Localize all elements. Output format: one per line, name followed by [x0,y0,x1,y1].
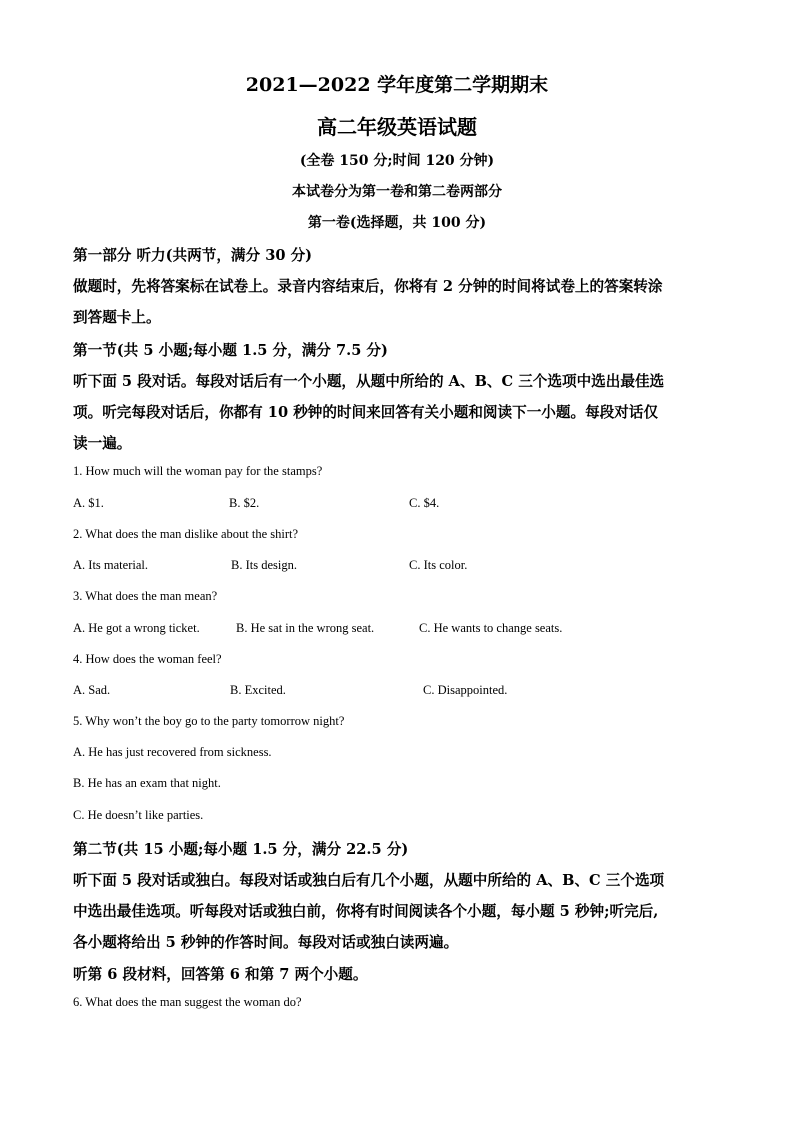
option-b: B. $2. [229,496,260,510]
option-a: A. Sad. [73,683,111,697]
question-text: 6. What does the man suggest the woman do? [73,995,302,1009]
section1-instruction-line: 项。听完每段对话后，你都有 10 秒钟的时间来回答有关小题和阅读下一小题。每段对话仅 [73,404,659,421]
question-text: 2. What does the man dislike about the shirt? [73,527,299,541]
question-text: 4. How does the woman feel? [73,652,222,666]
option-a: A. He got a wrong ticket. [73,621,200,635]
material-heading: 听第 6 段材料，回答第 6 和第 7 两个小题。 [73,966,368,983]
question-text: 5. Why won’t the boy go to the party tomorrow night? [73,714,345,728]
question-text: 1. How much will the woman pay for the stamps? [73,464,323,478]
option-a: A. He has just recovered from sickness. [73,745,272,759]
section1-instruction-line: 听下面 5 段对话。每段对话后有一个小题，从题中所给的 A、B、C 三个选项中选出最佳选 [73,373,665,390]
part1-instruction-line: 做题时，先将答案标在试卷上。录音内容结束后，你将有 2 分钟的时间将试卷上的答案转涂 [73,278,663,295]
option-c: C. Its color. [409,558,468,572]
option-c: C. He doesn’t like parties. [73,808,204,822]
option-b: B. Its design. [231,558,297,572]
option-c: C. Disappointed. [423,683,508,697]
exam-title: 2021—2022 学年度第二学期期末 [245,74,549,96]
option-c: C. He wants to change seats. [419,621,563,635]
volume-heading: 第一卷(选择题，共 100 分) [307,215,487,231]
exam-subtitle: 高二年级英语试题 [317,115,477,139]
section2-instruction-line: 中选出最佳选项。听每段对话或独白前，你将有时间阅读各个小题，每小题 5 秒钟;听完后, [73,903,659,920]
section1-heading: 第一节(共 5 小题;每小题 1.5 分，满分 7.5 分) [73,342,388,359]
option-c: C. $4. [409,496,440,510]
option-a: A. Its material. [73,558,148,572]
option-b: B. He sat in the wrong seat. [236,621,375,635]
part1-instruction-line: 到答题卡上。 [73,309,161,326]
section1-instruction-line: 读一遍。 [73,435,132,452]
option-a: A. $1. [73,496,104,510]
exam-note: 本试卷分为第一卷和第二卷两部分 [292,184,502,200]
exam-meta: (全卷 150 分;时间 120 分钟) [299,153,495,169]
section2-instruction-line: 各小题将给出 5 秒钟的作答时间。每段对话或独白读两遍。 [73,934,459,951]
part1-heading: 第一部分 听力(共两节，满分 30 分) [73,247,313,264]
section2-instruction-line: 听下面 5 段对话或独白。每段对话或独白后有几个小题，从题中所给的 A、B、C 三个选项 [73,872,665,889]
section2-heading: 第二节(共 15 小题;每小题 1.5 分，满分 22.5 分) [73,841,409,858]
question-text: 3. What does the man mean? [73,589,218,603]
option-b: B. Excited. [230,683,286,697]
option-b: B. He has an exam that night. [73,776,221,790]
